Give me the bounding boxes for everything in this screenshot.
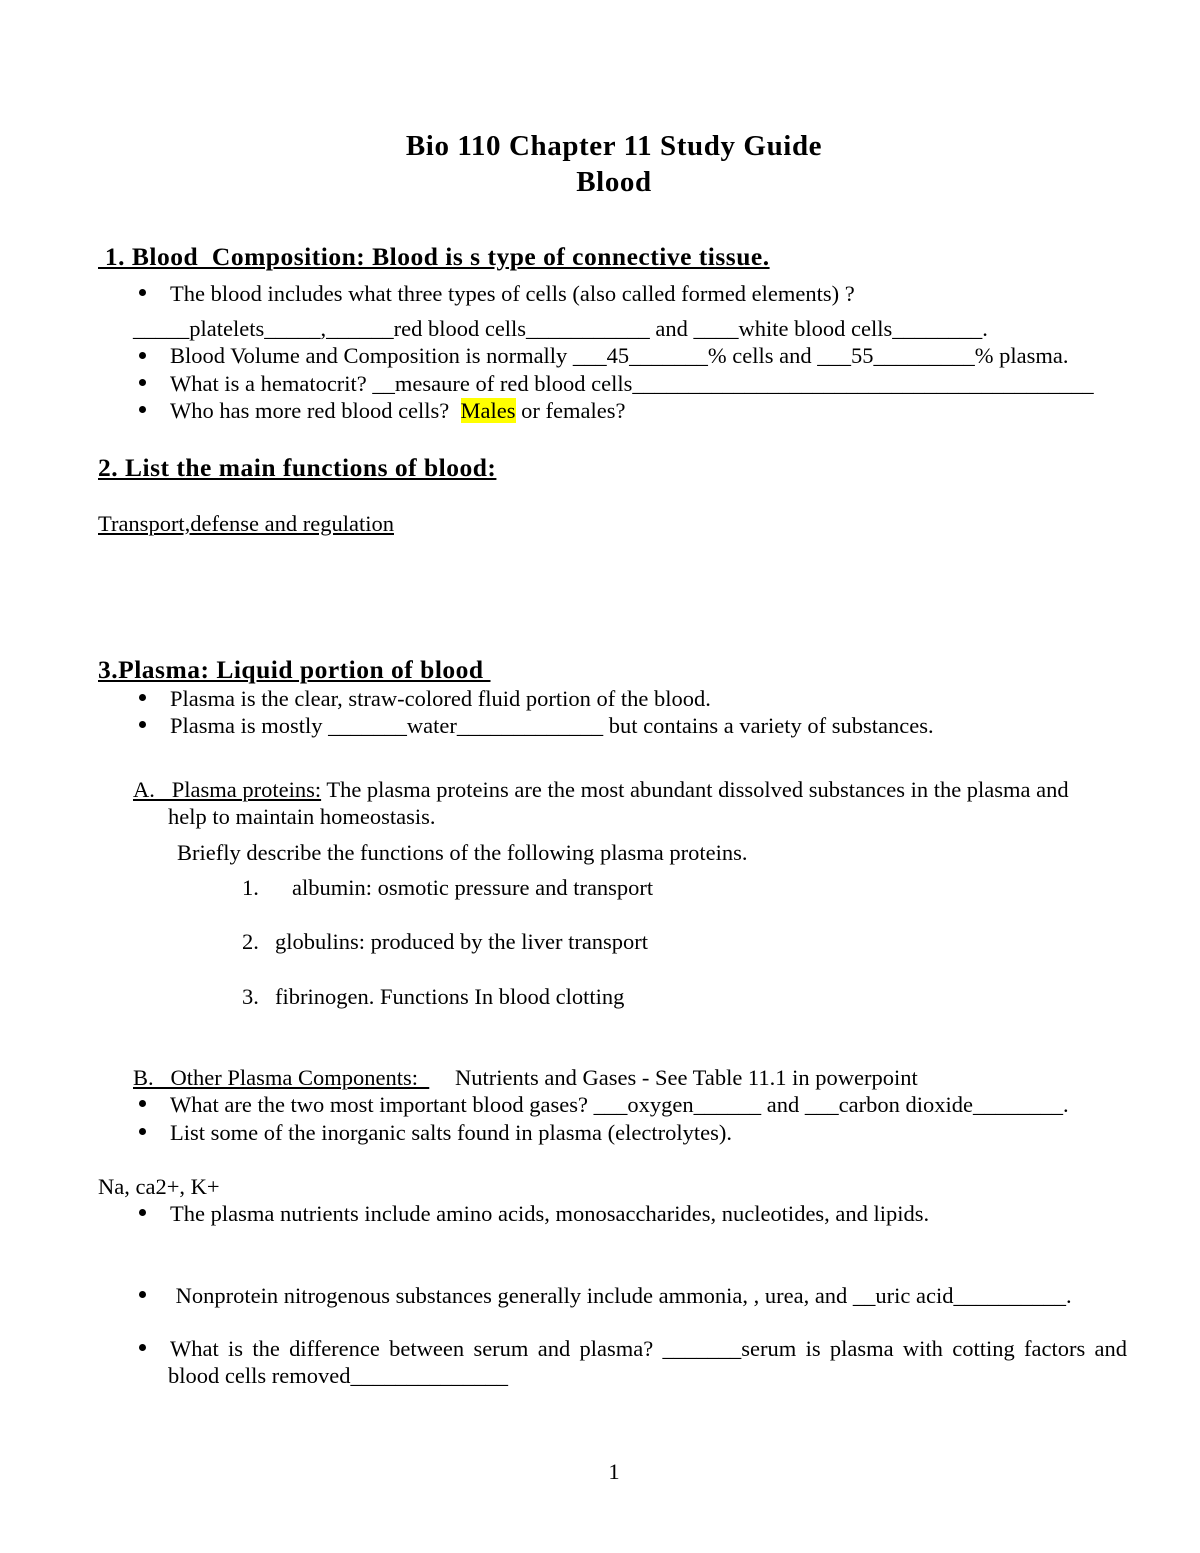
part-b-label: B. Other Plasma Components: — [133, 1065, 430, 1090]
protein-item-albumin: albumin: osmotic pressure and transport — [292, 875, 654, 900]
protein-item-number: 3. — [242, 984, 259, 1009]
plasma-bullet: Plasma is the clear, straw-colored fluid portion of the blood. — [170, 686, 711, 711]
rbc-question-text-end: or females? — [515, 398, 626, 423]
part-a-text-continued: help to maintain homeostasis. — [168, 804, 436, 829]
bullet-icon — [139, 289, 146, 296]
plasma-proteins-prompt: Briefly describe the functions of the following plasma proteins. — [177, 840, 748, 865]
part-b-text: Nutrients and Gases - See Table 11.1 in powerpoint — [455, 1065, 918, 1090]
inorganic-salts-question: List some of the inorganic salts found in plasma (electrolytes). — [170, 1120, 732, 1145]
bullet-icon — [139, 406, 146, 413]
protein-item-globulins: globulins: produced by the liver transport — [275, 929, 649, 954]
protein-item-number: 1. — [242, 875, 259, 900]
hematocrit-question: What is a hematocrit? __mesaure of red blood cells_________________________________________ — [170, 371, 1094, 396]
bullet-icon — [139, 1128, 146, 1135]
part-a-line — [133, 776, 1069, 803]
formed-elements-answer: _____platelets_____,______red blood cells___________ and ____white blood cells________. — [133, 316, 988, 341]
serum-plasma-question-continued: blood cells removed______________ — [168, 1363, 508, 1388]
formed-elements-question: The blood includes what three types of cells (also called formed elements) ? — [170, 281, 855, 306]
highlighted-answer: Males — [460, 398, 516, 423]
part-a-text: The plasma proteins are the most abundant dissolved substances in the plasma and — [321, 777, 1069, 802]
rbc-question — [170, 397, 626, 424]
protein-item-number: 2. — [242, 929, 259, 954]
inorganic-salts-answer: Na, ca2+, K+ — [98, 1174, 220, 1199]
plasma-bullet: Plasma is mostly _______water_____________ but contains a variety of substances. — [170, 713, 934, 738]
bullet-icon — [139, 1100, 146, 1107]
section3-heading: 3.Plasma: Liquid portion of blood — [98, 655, 491, 684]
serum-plasma-question: What is the difference between serum and plasma? _______serum is plasma with cotting factors and — [170, 1336, 1127, 1361]
section1-heading: 1. Blood Composition: Blood is s type of connective tissue. — [98, 242, 770, 271]
bullet-icon — [139, 1291, 146, 1298]
bullet-icon — [139, 694, 146, 701]
document-subtitle: Blood — [576, 166, 652, 198]
part-a-label: A. Plasma proteins: — [133, 777, 322, 802]
bullet-icon — [139, 379, 146, 386]
page-number: 1 — [608, 1459, 620, 1484]
plasma-nutrients-statement: The plasma nutrients include amino acids, monosaccharides, nucleotides, and lipids. — [170, 1201, 930, 1226]
blood-gases-question: What are the two most important blood gases? ___oxygen______ and ___carbon dioxide________. — [170, 1092, 1069, 1117]
document-title: Bio 110 Chapter 11 Study Guide — [405, 130, 823, 162]
protein-item-fibrinogen: fibrinogen. Functions In blood clotting — [275, 984, 625, 1009]
bullet-icon — [139, 1344, 146, 1351]
section2-heading: 2. List the main functions of blood: — [98, 453, 497, 482]
rbc-question-text: Who has more red blood cells? — [170, 398, 461, 423]
nitrogenous-substances-statement: Nonprotein nitrogenous substances generally include ammonia, , urea, and __uric acid__________. — [170, 1283, 1072, 1308]
bullet-icon — [139, 352, 146, 359]
blood-functions-answer: Transport,defense and regulation — [98, 511, 394, 536]
bullet-icon — [139, 721, 146, 728]
blood-volume-question: Blood Volume and Composition is normally ___45_______% cells and ___55_________% plasma. — [170, 343, 1069, 368]
bullet-icon — [139, 1209, 146, 1216]
